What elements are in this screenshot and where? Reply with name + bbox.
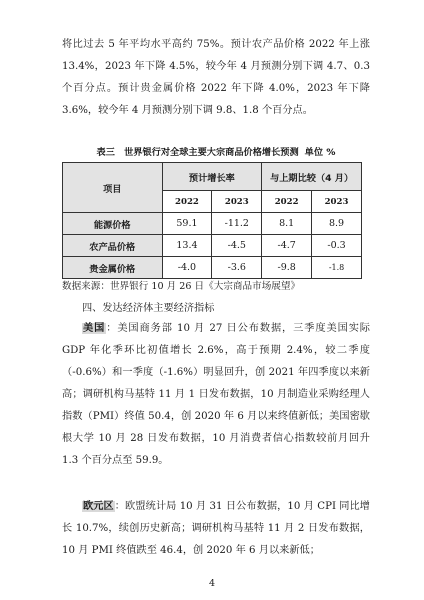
- table-source: 数据来源：世界银行 10 月 26 日《大宗商品市场展望》: [62, 281, 301, 292]
- table-cell: 8.1: [262, 213, 312, 235]
- row-label: 能源价格: [63, 213, 163, 235]
- table-cell: 8.9: [312, 213, 362, 235]
- table-header-row: [63, 163, 362, 191]
- table-cell: -4.0: [162, 257, 212, 279]
- table-cell: -1.8: [312, 257, 362, 279]
- table-row: [63, 235, 362, 257]
- section-heading: 四、发达经济体主要经济指标: [82, 303, 215, 314]
- year-cell: 2022: [262, 191, 312, 213]
- us-label: 美国: [83, 323, 106, 334]
- header-forecast: 预计增长率: [162, 163, 262, 191]
- intro-paragraph: 将比过去 5 年平均水平高约 75%。预计农产品价格 2022 年上涨 13.4%，2023 年下降 4.5%，较今年 4 月预测分别下调 4.7、0.3 个百分点。预计贵金属价格 2022 年下降 4.0%，2023 年下降 3.6%，较今年 4 月预测分别下调 9.8、1.8 个百分点。: [62, 39, 370, 116]
- us-text: ：美国商务部 10 月 27 日公布数据，三季度美国实际 GDP 年化季环比初值增长 2.6%，高于预期 2.4%，较二季度（-0.6%）和一季度（-1.6%）明显回升，创 2021 年四季度以来新高；调研机构马基特 11 月 1 日发布数据，10 月制造业采购经理人指数（PMI）终值 50.4，创 2020 年 6 月以来终值新低；美国密歇根大学 10 月 28 日发布数据，10 月消费者信心指数较前月回升 1.3 个百分点至 59.9。: [62, 323, 370, 466]
- eu-paragraph: [62, 496, 370, 562]
- year-cell: 2023: [212, 191, 262, 213]
- table-cell: -9.8: [262, 257, 312, 279]
- eu-text: ：欧盟统计局 10 月 31 日公布数据，10 月 CPI 同比增长 10.7%，续创历史新高；调研机构马基特 11 月 2 日发布数据，10 月 PMI 终值跌至 46.4，创 2020 年 6 月以来新低；: [62, 501, 370, 556]
- table-cell: -4.7: [262, 235, 312, 257]
- eu-label: 欧元区: [83, 501, 114, 512]
- table-cell: -11.2: [212, 213, 262, 235]
- year-cell: 2023: [312, 191, 362, 213]
- table-unit: 单位 %: [304, 147, 336, 158]
- us-paragraph: [62, 318, 370, 472]
- header-item: 项目: [63, 163, 163, 213]
- table-cell: -3.6: [212, 257, 262, 279]
- table-row: [63, 257, 362, 279]
- table-title: [62, 146, 370, 160]
- commodity-price-table: [62, 162, 362, 279]
- row-label: 农产品价格: [63, 235, 163, 257]
- year-cell: 2022: [162, 191, 212, 213]
- table-title-text: 表三 世界银行对全球主要大宗商品价格增长预测: [96, 147, 299, 158]
- table-cell: 59.1: [162, 213, 212, 235]
- table-cell: -4.5: [212, 235, 262, 257]
- header-compare: 与上期比较（4 月）: [262, 163, 362, 191]
- table-row: [63, 213, 362, 235]
- table-cell: 13.4: [162, 235, 212, 257]
- page-number: 4: [208, 578, 216, 589]
- row-label: 贵金属价格: [63, 257, 163, 279]
- table-cell: -0.3: [312, 235, 362, 257]
